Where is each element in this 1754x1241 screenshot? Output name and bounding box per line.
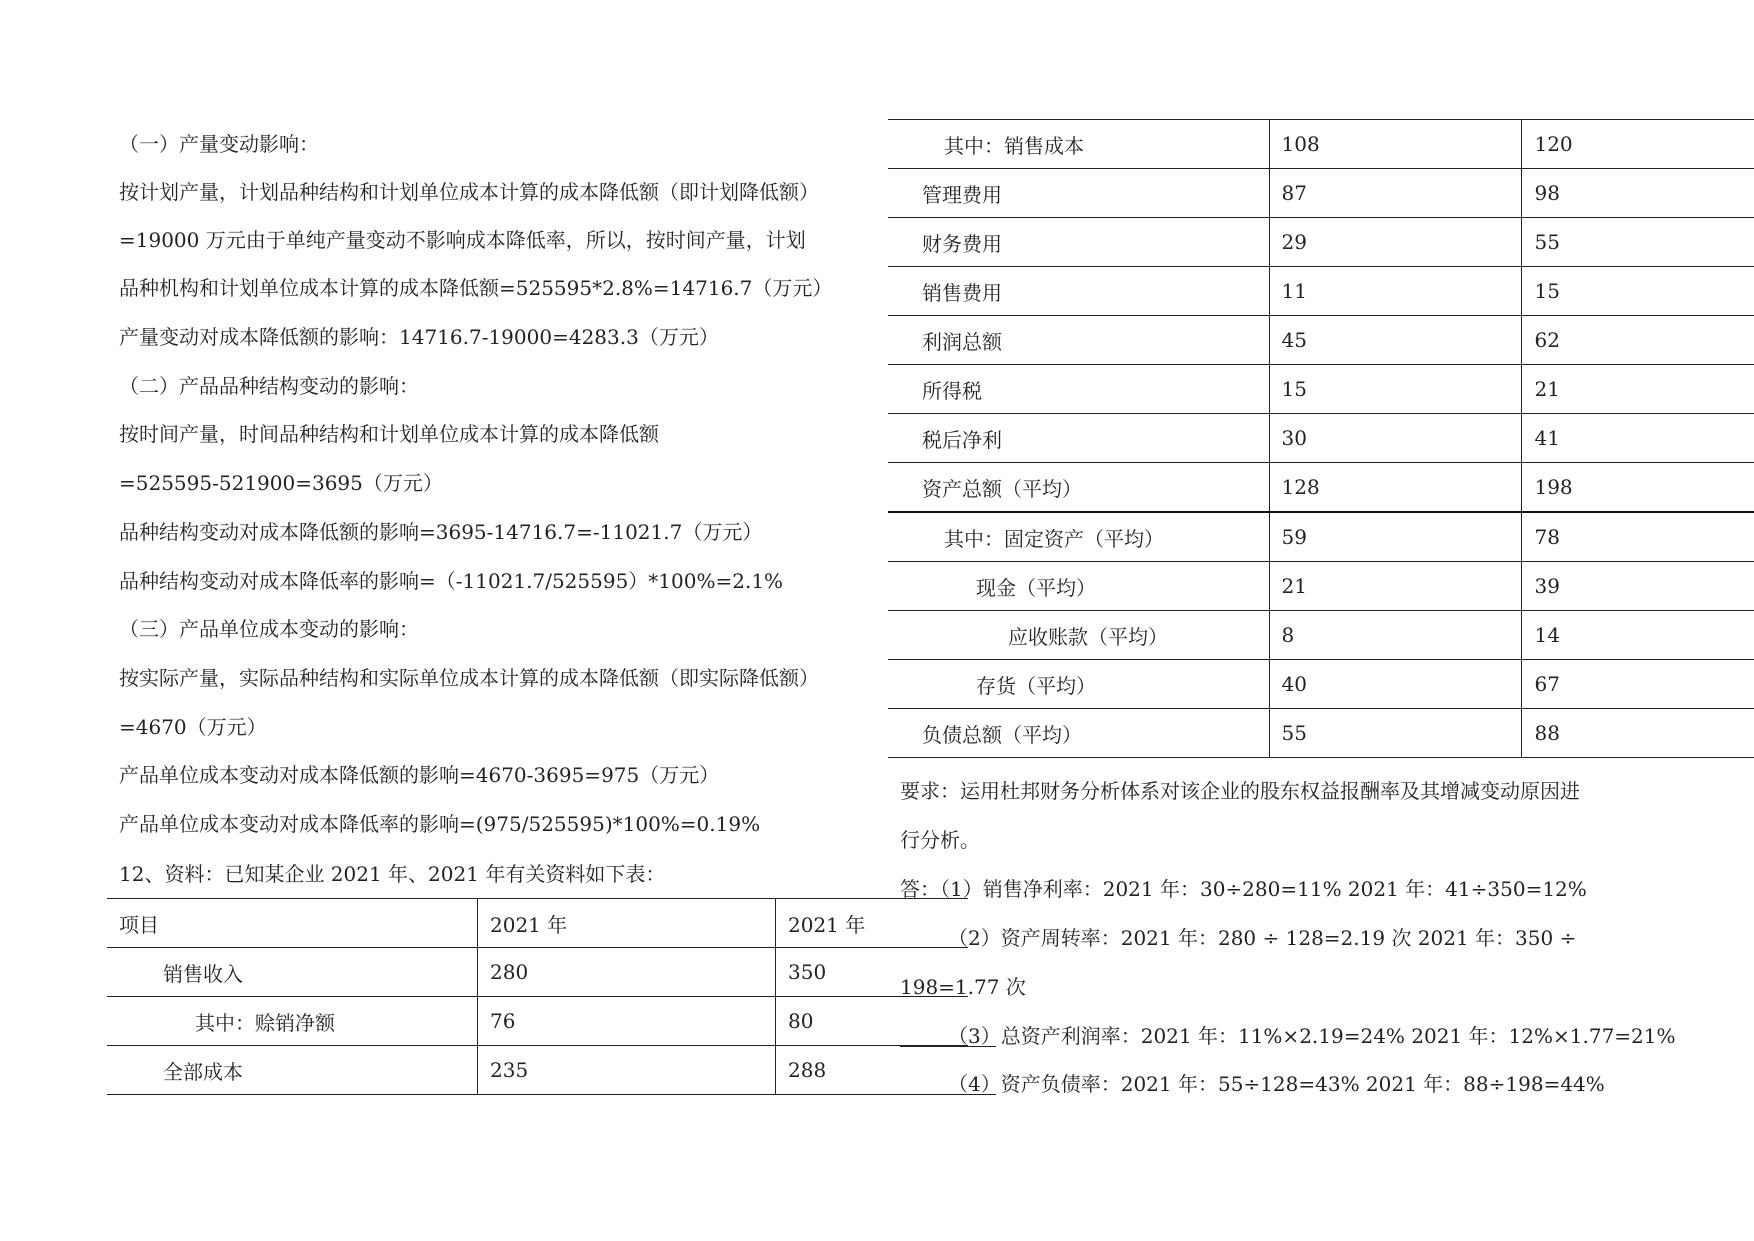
table-row: [888, 611, 1754, 660]
table-cell: 14: [1522, 611, 1754, 660]
table-cell: 78: [1522, 512, 1754, 562]
table-cell: 55: [1522, 218, 1754, 267]
table-cell: 其中：销售成本: [888, 120, 1269, 169]
table-cell: 41: [1522, 414, 1754, 463]
table-cell: 2021 年: [478, 899, 776, 948]
table-cell: 87: [1269, 169, 1522, 218]
table-cell: 存货（平均）: [888, 660, 1269, 709]
table-row: [888, 414, 1754, 463]
table-cell: 288: [776, 1046, 969, 1095]
table-row: [888, 660, 1754, 709]
table-cell: 280: [478, 948, 776, 997]
table-cell: 80: [776, 997, 969, 1046]
text-line: 产品单位成本变动对成本降低率的影响=(975/525595)*100%=0.19%: [119, 812, 761, 836]
table-cell: 2021 年: [776, 899, 969, 948]
table-cell: 235: [478, 1046, 776, 1095]
table-row: [888, 120, 1754, 169]
text-line: 按时间产量，时间品种结构和计划单位成本计算的成本降低额: [119, 422, 659, 446]
table-cell: 应收账款（平均）: [888, 611, 1269, 660]
table-cell: 销售费用: [888, 267, 1269, 316]
text-line: 产品单位成本变动对成本降低额的影响=4670-3695=975（万元）: [119, 763, 720, 787]
section-heading-structure: （二）产品品种结构变动的影响：: [119, 374, 419, 398]
table-cell: 120: [1522, 120, 1754, 169]
table-cell: 15: [1522, 267, 1754, 316]
section-heading-output: （一）产量变动影响：: [119, 132, 319, 156]
text-line: 产量变动对成本降低额的影响：14716.7-19000=4283.3（万元）: [119, 325, 719, 349]
divider: [900, 1046, 996, 1047]
table-row: [888, 218, 1754, 267]
text-line: =4670（万元）: [119, 715, 267, 739]
answer-line-4: （4）资产负债率：2021 年：55÷128=43% 2021 年：88÷198=44%: [948, 1072, 1605, 1096]
table-row: [107, 1046, 968, 1095]
text-line: =19000 万元由于单纯产量变动不影响成本降低率，所以，按时间产量，计划: [119, 228, 806, 252]
text-line: 品种结构变动对成本降低率的影响=（-11021.7/525595）*100%=2.1%: [119, 569, 784, 593]
table-row: [107, 948, 968, 997]
question-12-heading: 12、资料：已知某企业 2021 年、2021 年有关资料如下表：: [119, 862, 666, 886]
table-row: [107, 899, 968, 948]
answer-line-3: （3）总资产利润率：2021 年：11%×2.19=24% 2021 年：12%×1.77=21%: [948, 1024, 1676, 1048]
table-row: [888, 463, 1754, 513]
table-row: [888, 709, 1754, 758]
table-cell: 全部成本: [107, 1046, 478, 1095]
table-row: [107, 997, 968, 1046]
table-cell: 所得税: [888, 365, 1269, 414]
table-cell: 利润总额: [888, 316, 1269, 365]
answer-line-2: （2）资产周转率：2021 年：280 ÷ 128=2.19 次 2021 年：350 ÷: [948, 926, 1577, 950]
table-cell: 67: [1522, 660, 1754, 709]
table-row: [888, 316, 1754, 365]
table-cell: 29: [1269, 218, 1522, 267]
table-cell: 128: [1269, 463, 1522, 513]
requirement-text: 行分析。: [900, 828, 980, 852]
table-cell: 财务费用: [888, 218, 1269, 267]
table-cell: 30: [1269, 414, 1522, 463]
text-line: =525595-521900=3695（万元）: [119, 471, 443, 495]
table-cell: 21: [1522, 365, 1754, 414]
table-row: [888, 512, 1754, 562]
table-cell: 其中：固定资产（平均）: [888, 512, 1269, 562]
table-cell: 45: [1269, 316, 1522, 365]
divider: [900, 1094, 996, 1095]
table-cell: 59: [1269, 512, 1522, 562]
table-cell: 税后净利: [888, 414, 1269, 463]
table-cell: 88: [1522, 709, 1754, 758]
table-cell: 62: [1522, 316, 1754, 365]
table-cell: 21: [1269, 562, 1522, 611]
table-cell: 资产总额（平均）: [888, 463, 1269, 513]
table-cell: 40: [1269, 660, 1522, 709]
answer-line-2-cont: 198=1.77 次: [900, 975, 1026, 999]
table-row: [888, 562, 1754, 611]
table-cell: 其中：赊销净额: [107, 997, 478, 1046]
table-cell: 55: [1269, 709, 1522, 758]
table-cell: 350: [776, 948, 969, 997]
requirement-text: 要求：运用杜邦财务分析体系对该企业的股东权益报酬率及其增减变动原因进: [900, 779, 1580, 803]
table-row: [888, 365, 1754, 414]
table-cell: 98: [1522, 169, 1754, 218]
table-cell: 15: [1269, 365, 1522, 414]
answer-line-1: 答：（1）销售净利率：2021 年：30÷280=11% 2021 年：41÷350=12%: [900, 877, 1587, 901]
table-cell: 8: [1269, 611, 1522, 660]
table-cell: 76: [478, 997, 776, 1046]
financial-table-part1: [107, 898, 968, 1095]
table-cell: 项目: [107, 899, 478, 948]
table-cell: 108: [1269, 120, 1522, 169]
table-cell: 销售收入: [107, 948, 478, 997]
table-cell: 11: [1269, 267, 1522, 316]
table-row: [888, 169, 1754, 218]
section-heading-unit-cost: （三）产品单位成本变动的影响：: [119, 617, 419, 641]
table-cell: 管理费用: [888, 169, 1269, 218]
table-cell: 现金（平均）: [888, 562, 1269, 611]
table-cell: 39: [1522, 562, 1754, 611]
financial-table-part2: [888, 119, 1754, 758]
text-line: 按计划产量，计划品种结构和计划单位成本计算的成本降低额（即计划降低额）: [119, 180, 819, 204]
table-row: [888, 267, 1754, 316]
text-line: 品种机构和计划单位成本计算的成本降低额=525595*2.8%=14716.7（万元）: [119, 276, 833, 300]
table-cell: 负债总额（平均）: [888, 709, 1269, 758]
text-line: 按实际产量，实际品种结构和实际单位成本计算的成本降低额（即实际降低额）: [119, 666, 819, 690]
table-cell: 198: [1522, 463, 1754, 513]
text-line: 品种结构变动对成本降低额的影响=3695-14716.7=-11021.7（万元）: [119, 520, 763, 544]
